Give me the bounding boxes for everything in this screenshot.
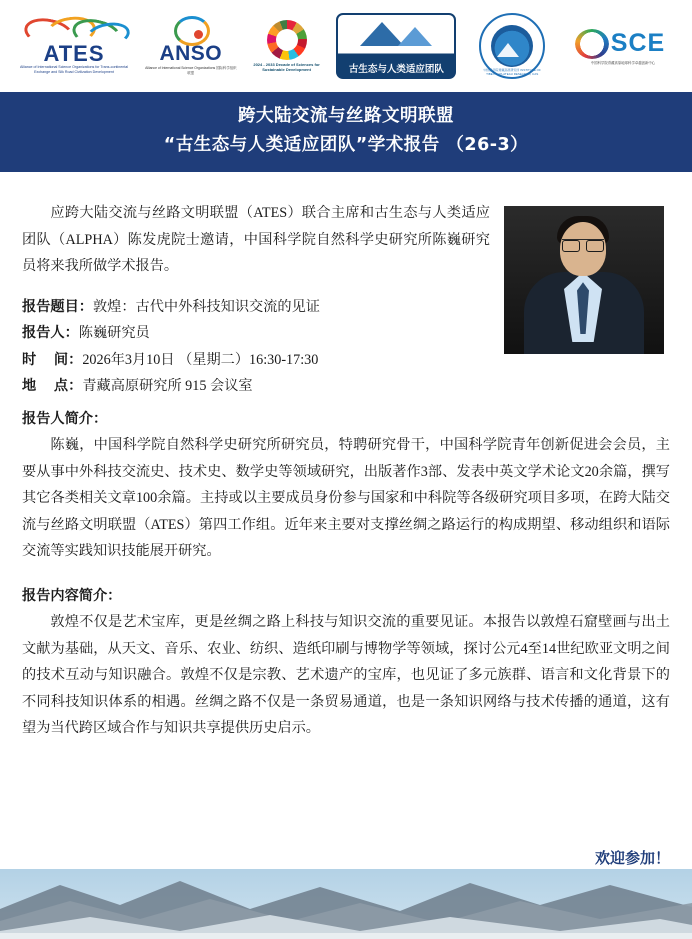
detail-label-title: 报告题目：	[22, 298, 93, 315]
banner-title-line1: 跨大陆交流与丝路文明联盟	[238, 106, 454, 126]
footer-white-strip	[0, 843, 692, 869]
detail-value-location: 青藏高原研究所 915 会议室	[82, 378, 253, 395]
paleo-team-logo	[336, 13, 456, 79]
sdg-logo-subtitle: 2024 - 2033 Decade of Sciences for Sustainable Development	[253, 62, 320, 72]
itp-cas-logo	[467, 13, 557, 79]
abstract-text: 敦煌不仅是艺术宝库，更是丝绸之路上科技与知识交流的重要见证。本报告以敦煌石窟壁画与出土文献为基础，从天文、音乐、农业、纺织、造纸印刷与博物学等领域，探讨公元4至14世纪欧亚文明之间的技术互动与知识融合。敦煌不仅是宗教、艺术遗产的宝库，也见证了多元族群、语言和文化背景下的不同科技知识体系的相遇。丝绸之路不仅是一条贸易通道，也是一条知识网络与技术传播的通道，这有望为当代跨区域合作与知识共享提供历史启示。	[22, 614, 670, 737]
ates-logo	[14, 17, 134, 75]
intro-paragraph: 应跨大陆交流与丝路文明联盟（ATES）联合主席和古生态与人类适应团队（ALPHA）陈发虎院士邀请，中国科学院自然科学史研究所陈巍研究员将来我所做学术报告。	[22, 205, 490, 275]
detail-row-location	[22, 373, 670, 400]
logo-bar	[0, 0, 692, 92]
speaker-portrait	[504, 206, 664, 354]
welcome-text: 欢迎参加！	[594, 849, 670, 867]
itp-logo-subtitle: 中国科学院青藏高原研究所 INSTITUTE OF TIBETAN PLATEAU RESEARCH, CAS	[483, 68, 541, 76]
ates-arc-icon	[20, 17, 128, 43]
abstract-section	[22, 583, 670, 742]
sce-logo-text: SCE	[610, 29, 666, 58]
speaker-bio-heading: 报告人简介：	[22, 410, 108, 427]
detail-value-title: 敦煌：古代中外科技知识交流的见证	[92, 298, 320, 315]
ates-logo-text: ATES	[43, 41, 105, 66]
ates-logo-subtitle: Alliance of International Science Organizations for Trans-continental Exchange and Silk Road Civilization Development	[19, 65, 129, 74]
sce-logo-subtitle: 中国科学院青藏高原地球科学卓越创新中心	[590, 60, 656, 65]
poster-content	[0, 172, 692, 742]
abstract-heading: 报告内容简介：	[22, 587, 122, 604]
title-banner	[0, 92, 692, 172]
detail-label-location: 地 点：	[22, 378, 83, 395]
detail-value-speaker: 陈巍研究员	[78, 325, 150, 342]
anso-logo	[145, 16, 237, 75]
anso-logo-subtitle: Alliance of International Science Organizations 国际科学组织联盟	[145, 66, 237, 75]
sce-swoosh-icon	[575, 27, 671, 61]
intro-block	[22, 200, 670, 400]
sce-logo	[568, 27, 678, 66]
sdg-logo	[248, 20, 326, 72]
paleo-badge-icon	[336, 13, 456, 79]
speaker-bio-text: 陈巍，中国科学院自然科学史研究所研究员，特聘研究骨干，中国科学院青年创新促进会会员，主要从事中外科技交流史、技术史、数学史等领域研究，出版著作3部、发表中英文学术论文20余篇，撰写其它各类相关文章100余篇。主持或以主要成员身份参与国家和中科院等各级研究项目多项，在跨大陆交流与丝路文明联盟（ATES）第四工作组。近年来主要对支撑丝绸之路运行的构成期望、移动组织和语际交流等实践知识技能展开研究。	[22, 437, 670, 560]
detail-label-speaker: 报告人：	[22, 325, 79, 342]
detail-label-time: 时 间：	[22, 351, 83, 368]
paleo-logo-text: 古生态与人类适应团队	[348, 64, 444, 75]
detail-value-time: 2026年3月10日 （星期二）16:30-17:30	[82, 351, 319, 368]
paleo-mountain-icon	[344, 20, 448, 46]
anso-ring-icon	[148, 16, 234, 42]
speaker-bio-section	[22, 406, 670, 565]
banner-title-line2: “古生态与人类适应团队”学术报告 （26-3）	[163, 135, 529, 155]
sdg-wheel-icon	[267, 20, 307, 60]
anso-logo-text: ANSO	[159, 42, 223, 66]
footer-banner	[0, 843, 692, 939]
mountain-range-icon	[0, 865, 692, 939]
itp-seal-icon	[479, 13, 545, 79]
